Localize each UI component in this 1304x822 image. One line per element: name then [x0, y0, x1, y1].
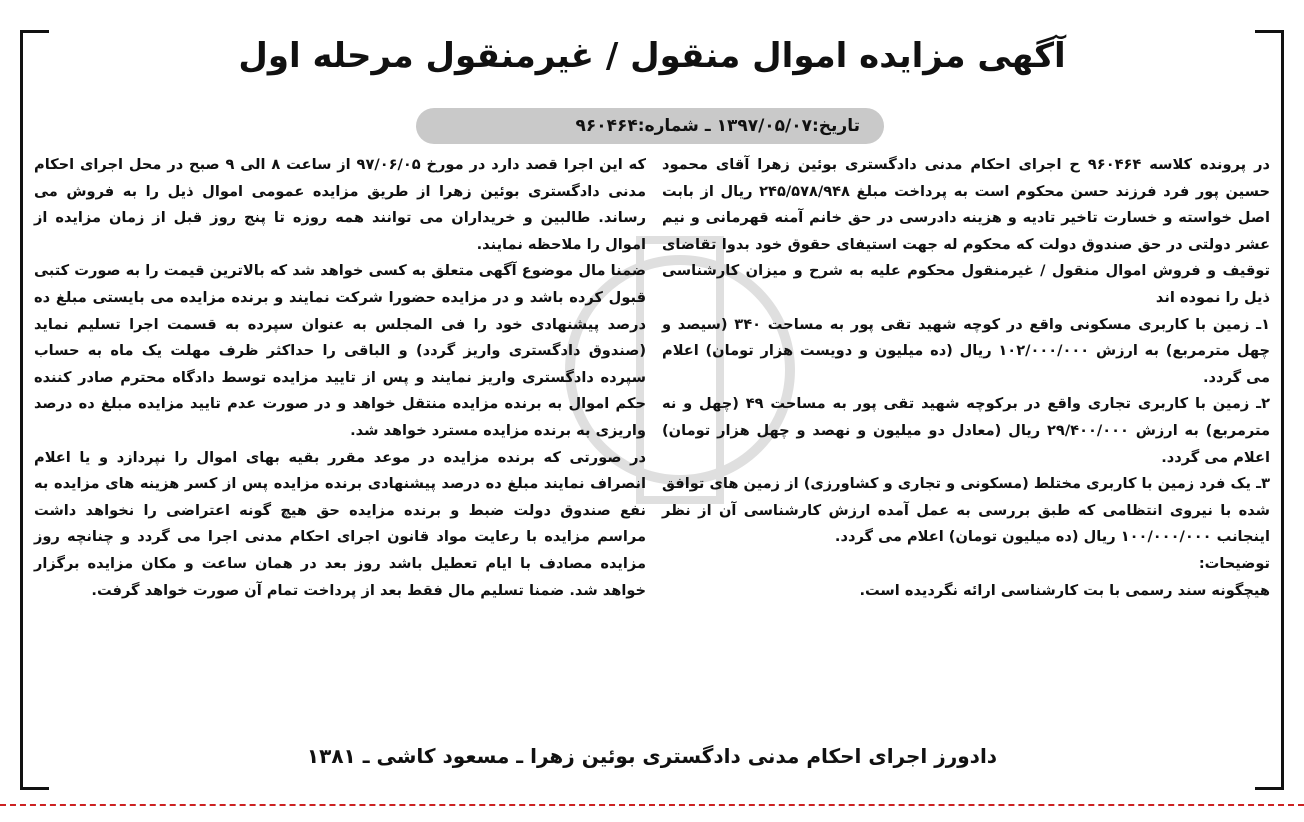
item-1: ۱ـ زمین با کاربری مسکونی واقع در کوچه شهید تقی پور به مساحت ۳۴۰ (سیصد و چهل مترمربع) به ارزش ۱۰۲/۰۰۰/۰۰۰ ریال (ده میلیون و دویست هزار تومان) اعلام می گردد. [662, 315, 1270, 386]
signature-line: دادورز اجرای احکام مدنی دادگستری بوئین زهرا ـ مسعود کاشی ـ ۱۳۸۱ [306, 744, 998, 768]
frame-side [1281, 80, 1284, 740]
intro-paragraph: در پرونده کلاسه ۹۶۰۴۶۴ ح اجرای احکام مدنی دادگستری بوئین زهرا آقای محمود حسین پور فرد فرزند حسن محکوم است به پرداخت مبلغ ۲۴۵/۵۷۸/۹۴۸ ریال از بابت اصل خواسته و خسارت تاخیر تادیه و هزینه دادرسی در حق خانم آمنه قهرمانی و نیم عشر دولتی در حق صندوق دولت که محکوم له جهت استیفای حقوق خود بدوا تقاضای توقیف و فروش اموال منقول / غیرمنقول محکوم علیه به شرح و میزان کارشناسی ذیل را نموده اند [662, 156, 1270, 306]
right-column [662, 152, 1270, 604]
notice-title: آگهی مزایده اموال منقول / غیرمنقول مرحله اول [238, 36, 1066, 76]
item-2: ۲ـ زمین با کاربری تجاری واقع در برکوچه شهید تقی پور به مساحت ۴۹ (چهل و نه مترمربع) به ارزش ۲۹/۴۰۰/۰۰۰ ریال (معادل دو میلیون و نهصد و چهل هزار تومان) اعلام می گردد. [662, 395, 1270, 466]
cut-line-divider [0, 804, 1304, 806]
auction-paragraph-3: در صورتی که برنده مزایده در موعد مقرر بقیه بهای اموال را نپردازد و یا اعلام انصراف نمایند مبلغ ده درصد پیشنهادی برنده مزایده پس از کسر هزینه های مزایده به نفع صندوق دولت ضبط و برنده مزایده حق هیچ گونه اعتراضی را نخواهد داشت مراسم مزایده با رعایت مواد قانون اجرای احکام مدنی اجرا می گردد و چنانچه روز مزایده مصادف با ایام تعطیل باشد روز بعد در همان ساعت و مکان مزایده برگزار خواهد شد. ضمنا تسلیم مال فقط بعد از پرداخت تمام آن صورت خواهد گرفت. [34, 448, 646, 599]
date-number-text: تاریخ:۱۳۹۷/۰۵/۰۷ ـ شماره:۹۶۰۴۶۴ [575, 116, 860, 136]
left-column [34, 152, 646, 604]
item-3: ۳ـ یک فرد زمین با کاربری مختلط (مسکونی و تجاری و کشاورزی) از زمین های توافق شده با نیروی انتظامی که طبق بررسی به عمل آمده ارزش کارشناسی آن از نظر اینجانب ۱۰۰/۰۰۰/۰۰۰ ریال (ده میلیون تومان) اعلام می گردد. [662, 475, 1270, 546]
date-number-badge [416, 108, 884, 144]
frame-side [20, 80, 23, 740]
notes-text: هیچگونه سند رسمی با بت کارشناسی ارائه نگردیده است. [859, 581, 1270, 599]
auction-paragraph-1: که این اجرا قصد دارد در مورخ ۹۷/۰۶/۰۵ از ساعت ۸ الی ۹ صبح در محل اجرای احکام مدنی دادگستری بوئین زهرا از طریق مزایده عمومی اموال ذیل را به فروش می رساند. طالبین و خریداران می توانند همه روزه تا پنج روز قبل از زمان مزایده از اموال را ملاحظه نمایند. [34, 156, 646, 253]
notes-label: توضیحات: [1198, 554, 1270, 572]
auction-paragraph-2: ضمنا مال موضوع آگهی متعلق به کسی خواهد شد که بالاترین قیمت را به صورت کتبی قبول کرده باشد و در مزایده حضورا شرکت نمایند و برنده مزایده می بایستی مبلغ ده درصد پیشنهادی خود را فی المجلس به عنوان سپرده به قسمت اجرا تسلیم نماید (صندوق دادگستری واریز گردد) و الباقی را حداکثر ظرف مهلت یک ماه به حساب سپرده دادگستری واریز نمایند و پس از تایید مزایده توسط دادگاه محترم صادر کننده حکم اموال به برنده مزایده منتقل خواهد و در صورت عدم تایید مزایده مبلغ ده درصد واریزی به برنده مزایده مسترد خواهد شد. [34, 262, 646, 439]
